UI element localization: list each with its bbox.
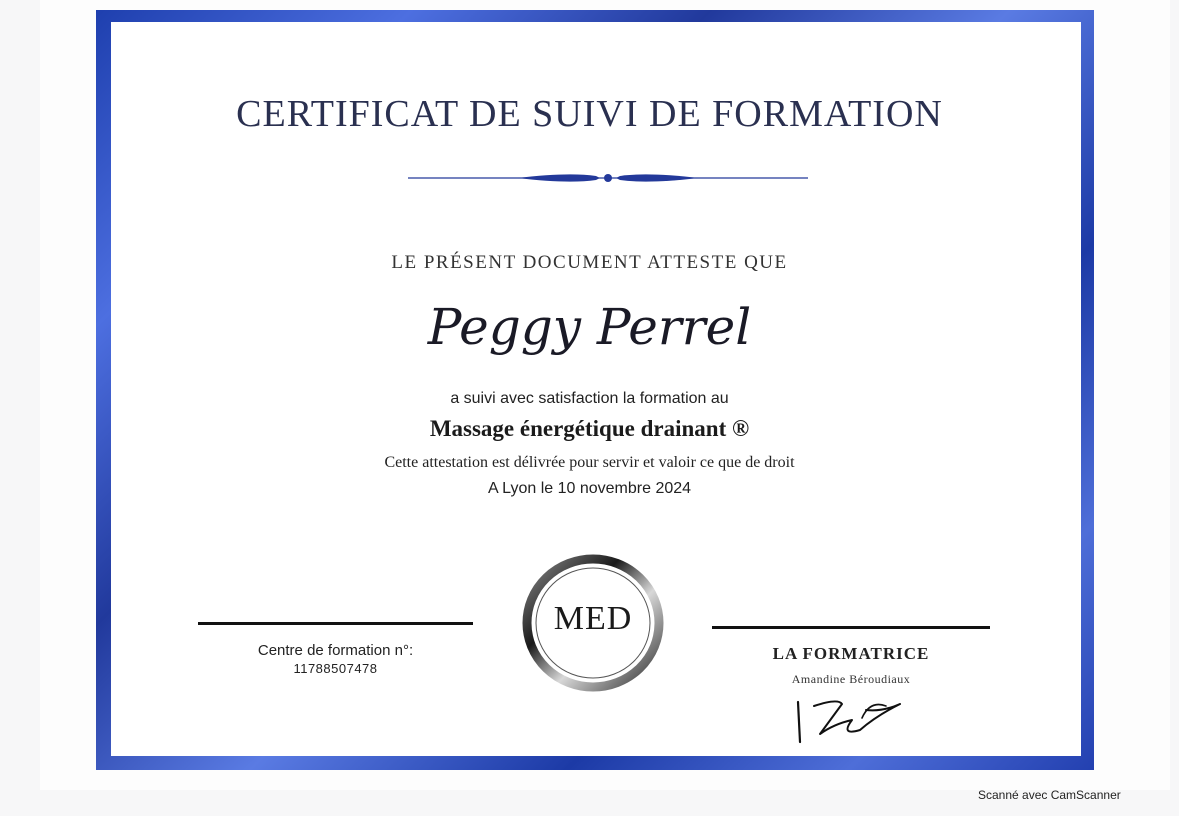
divider-ornament-icon: [408, 168, 808, 188]
attestation-heading: LE PRÉSENT DOCUMENT ATTESTE QUE: [391, 252, 788, 273]
centre-signature-line: [198, 622, 473, 625]
trainer-role: LA FORMATRICE: [772, 644, 930, 663]
seal-text: MED: [553, 600, 633, 637]
place-date: A Lyon le 10 novembre 2024: [487, 480, 692, 497]
validity-text: Cette attestation est délivrée pour servir et valoir ce que de droit: [384, 454, 795, 471]
completion-text: a suivi avec satisfaction la formation au: [450, 390, 729, 407]
centre-label: Centre de formation n°:: [257, 642, 414, 659]
centre-number: 11788507478: [293, 661, 378, 676]
trainer-name: Amandine Béroudiaux: [791, 672, 911, 686]
signature-icon: [790, 690, 920, 750]
certificate-title: CERTIFICAT DE SUIVI DE FORMATION: [236, 93, 943, 135]
scanner-watermark: Scanné avec CamScanner: [978, 788, 1121, 802]
trainer-signature-line: [712, 626, 990, 629]
course-name: Massage énergétique drainant ®: [429, 416, 750, 441]
recipient-name: Peggy Perrel: [427, 298, 752, 356]
